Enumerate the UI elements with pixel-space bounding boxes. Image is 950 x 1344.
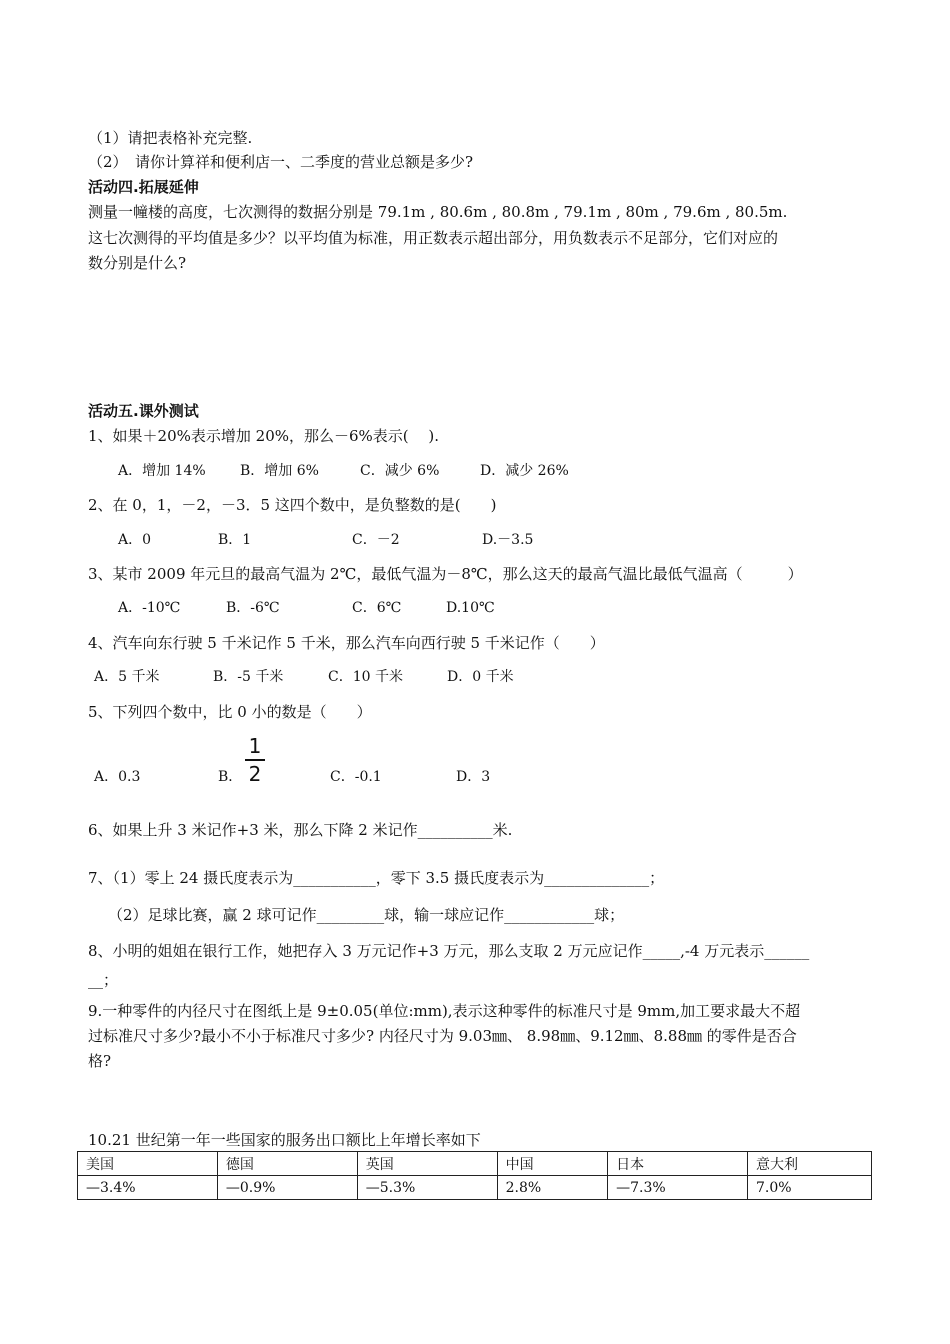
q8-line1: 8、小明的姐姐在银行工作，她把存入 3 万元记作+3 万元，那么支取 2 万元应记作_____,-4 万元表示______: [88, 942, 810, 960]
fraction-denominator: 2: [248, 762, 262, 786]
q4-option-d: D．0 千米: [447, 669, 514, 685]
q2-stem: 2、在 0，1，－2，－3．5 这四个数中，是负整数的是( ): [88, 496, 497, 514]
q5-option-c: C．-0.1: [330, 769, 382, 785]
table-header-row: [78, 1152, 872, 1176]
table-cell: —7.3%: [608, 1176, 748, 1200]
q8-line2: __；: [88, 971, 119, 989]
q2-option-a: A．0: [118, 532, 152, 548]
activity5-title: 活动五.课外测试: [88, 402, 199, 420]
q3-option-d: D.10℃: [446, 600, 495, 616]
table-cell: 2.8%: [497, 1176, 607, 1200]
fraction-bar: [245, 759, 265, 761]
q2-option-b: B．1: [218, 532, 252, 548]
q1-stem: 1、如果＋20%表示增加 20%，那么－6%表示( ).: [88, 427, 440, 445]
q5-stem: 5、下列四个数中，比 0 小的数是（ ）: [88, 703, 372, 721]
q7-part1: 7、（1）零上 24 摄氏度表示为___________，零下 3.5 摄氏度表示为______________；: [88, 869, 665, 887]
question-fill-table: （1）请把表格补充完整.: [88, 129, 253, 147]
table-row: [78, 1176, 872, 1200]
q4-option-a: A．5 千米: [94, 669, 160, 685]
q5-option-a: A．0.3: [94, 769, 141, 785]
q1-option-b: B．增加 6%: [240, 463, 319, 479]
table-header-cell: 英国: [357, 1152, 497, 1176]
q2-option-c: C．－2: [352, 532, 400, 548]
q5-fraction: [244, 736, 266, 784]
growth-rate-table: [77, 1151, 872, 1200]
activity4-title: 活动四.拓展延伸: [88, 178, 199, 196]
activity4-line2: 这七次测得的平均值是多少？以平均值为标准，用正数表示超出部分，用负数表示不足部分，它们对应的: [88, 229, 779, 247]
table-cell: —3.4%: [78, 1176, 218, 1200]
q5-option-d: D．3: [456, 769, 491, 785]
question-total-revenue: （2） 请你计算祥和便利店一、二季度的营业总额是多少?: [88, 153, 474, 171]
table-cell: —5.3%: [357, 1176, 497, 1200]
table-header-cell: 德国: [217, 1152, 357, 1176]
table-header-cell: 美国: [78, 1152, 218, 1176]
table-header-cell: 日本: [608, 1152, 748, 1176]
q4-option-c: C．10 千米: [328, 669, 403, 685]
q3-option-b: B．-6℃: [226, 600, 280, 616]
table-cell: 7.0%: [747, 1176, 871, 1200]
q9-line3: 格?: [88, 1052, 112, 1070]
q1-option-a: A．增加 14%: [118, 463, 206, 479]
q3-option-a: A．-10℃: [118, 600, 181, 616]
q9-line2: 过标准尺寸多少?最小不小于标准尺寸多少? 内径尺寸为 9.03㎜、 8.98㎜、9.12㎜、8.88㎜ 的零件是否合: [88, 1027, 797, 1045]
q6-stem: 6、如果上升 3 米记作+3 米，那么下降 2 米记作__________米.: [88, 821, 513, 839]
fraction-numerator: 1: [248, 734, 262, 758]
q5-option-b: B．: [218, 769, 243, 785]
q2-option-d: D.－3.5: [482, 532, 534, 548]
q4-option-b: B．-5 千米: [213, 669, 284, 685]
q1-option-d: D．减少 26%: [480, 463, 569, 479]
q4-stem: 4、汽车向东行驶 5 千米记作 5 千米，那么汽车向西行驶 5 千米记作（ ）: [88, 634, 605, 652]
q1-option-c: C．减少 6%: [360, 463, 440, 479]
activity4-line1: 测量一幢楼的高度，七次测得的数据分别是 79.1m , 80.6m , 80.8m , 79.1m , 80m , 79.6m , 80.5m.: [88, 203, 788, 221]
q7-part2: （2）足球比赛，赢 2 球可记作_________球，输一球应记作____________球；: [108, 906, 625, 924]
activity4-line3: 数分别是什么?: [88, 254, 187, 272]
table-cell: —0.9%: [217, 1176, 357, 1200]
table-header-cell: 意大利: [747, 1152, 871, 1176]
q3-stem: 3、某市 2009 年元旦的最高气温为 2℃，最低气温为－8℃，那么这天的最高气温比最低气温高（ ）: [88, 565, 803, 583]
table-header-cell: 中国: [497, 1152, 607, 1176]
q10-stem: 10.21 世纪第一年一些国家的服务出口额比上年增长率如下: [88, 1131, 481, 1149]
q3-option-c: C．6℃: [352, 600, 402, 616]
q9-line1: 9.一种零件的内径尺寸在图纸上是 9±0.05(单位:mm),表示这种零件的标准尺寸是 9mm,加工要求最大不超: [88, 1002, 801, 1020]
